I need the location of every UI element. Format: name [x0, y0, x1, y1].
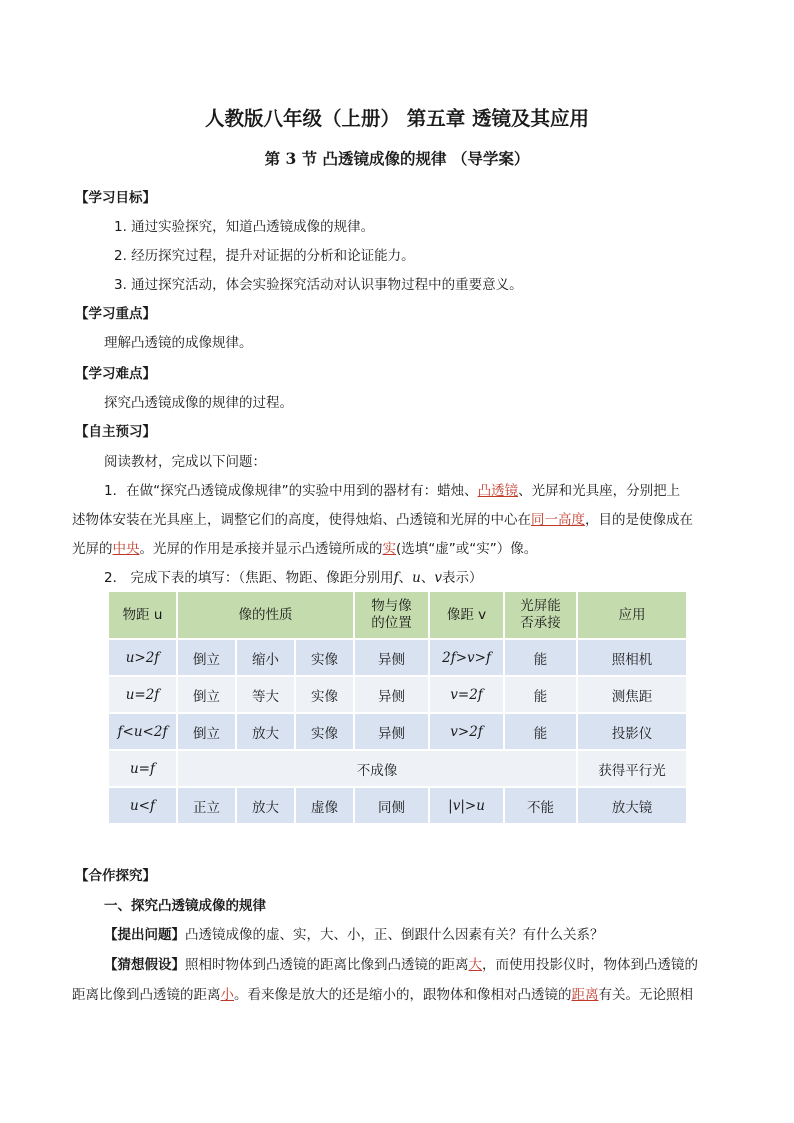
table-cell: 不能 [504, 787, 577, 824]
answer-blank: 距离 [571, 987, 599, 1003]
table-cell: 测焦距 [577, 676, 687, 713]
table-cell: 投影仪 [577, 713, 687, 750]
table-row [108, 639, 687, 676]
question-1-line-3: 光屏的中央。光屏的作用是承接并显示凸透镜所成的实(选填“虚”或“实”）像。 [72, 541, 538, 557]
header-application: 应用 [577, 591, 687, 639]
answer-blank: 大 [468, 957, 482, 973]
table-row [108, 676, 687, 713]
table-cell: 照相机 [577, 639, 687, 676]
difficulty-heading: 【学习难点】 [75, 366, 156, 382]
answer-blank: 同一高度 [531, 512, 585, 528]
table-cell: 异侧 [354, 713, 429, 750]
pose-question: 【提出问题】凸透镜成像的虚、实，大、小，正、倒跟什么因素有关？有什么关系？ [104, 927, 604, 943]
table-cell: 能 [504, 713, 577, 750]
table-cell: 放大 [236, 713, 295, 750]
goals-heading: 【学习目标】 [75, 190, 156, 206]
table-cell: 异侧 [354, 639, 429, 676]
header-image-distance: 像距 v [429, 591, 504, 639]
table-cell: 实像 [295, 639, 354, 676]
table-cell: u<f [108, 787, 177, 824]
table-cell: 不成像 [177, 750, 577, 787]
table-cell: 实像 [295, 713, 354, 750]
table-cell: f<u<2f [108, 713, 177, 750]
table-cell: u>2f [108, 639, 177, 676]
preview-intro: 阅读教材，完成以下问题： [104, 454, 266, 470]
answer-blank: 凸透镜 [477, 483, 519, 499]
table-cell: 能 [504, 639, 577, 676]
hypothesis-line-1: 【猜想假设】照相时物体到凸透镜的距离比像到凸透镜的距离大，而使用投影仪时，物体到凸透镜的 [104, 957, 698, 973]
table-cell: 倒立 [177, 676, 236, 713]
key-point-text: 理解凸透镜的成像规律。 [104, 335, 253, 351]
hypothesis-line-2: 距离比像到凸透镜的距离小。看来像是放大的还是缩小的，跟物体和像相对凸透镜的距离有关。无论照相 [72, 987, 693, 1003]
table-row [108, 787, 687, 824]
question-1-line-1: 1．在做“探究凸透镜成像规律”的实验中用到的器材有：蜡烛、凸透镜、光屏和光具座，分别把上 [104, 483, 681, 499]
table-cell: 异侧 [354, 676, 429, 713]
table-cell: 能 [504, 676, 577, 713]
table-cell: 等大 [236, 676, 295, 713]
table-cell: 倒立 [177, 713, 236, 750]
question-2: 2． 完成下表的填写：（焦距、物距、像距分别用f、u、v表示） [104, 570, 483, 586]
preview-heading: 【自主预习】 [75, 424, 156, 440]
explore-heading: 【合作探究】 [75, 868, 156, 884]
table-cell: v>2f [429, 713, 504, 750]
table-cell: 缩小 [236, 639, 295, 676]
header-screen: 光屏能否承接 [504, 591, 577, 639]
question-1-line-2: 述物体安装在光具座上，调整它们的高度，使得烛焰、凸透镜和光屏的中心在同一高度，目的是使像成在 [72, 512, 693, 528]
lens-imaging-table [107, 590, 688, 825]
table-cell: 2f>v>f [429, 639, 504, 676]
table-cell: |v|>u [429, 787, 504, 824]
page-title: 人教版八年级（上册） 第五章 透镜及其应用 [204, 107, 590, 130]
table-row [108, 713, 687, 750]
explore-subheading: 一、探究凸透镜成像的规律 [104, 898, 266, 914]
table-cell: 倒立 [177, 639, 236, 676]
answer-blank: 小 [220, 987, 234, 1003]
goal-item: 2. 经历探究过程，提升对证据的分析和论证能力。 [114, 248, 415, 264]
table-cell: 放大镜 [577, 787, 687, 824]
table-header-row [108, 591, 687, 639]
table-cell: 虚像 [295, 787, 354, 824]
goal-item: 1. 通过实验探究，知道凸透镜成像的规律。 [114, 219, 375, 235]
table-cell: 正立 [177, 787, 236, 824]
table-cell: u=f [108, 750, 177, 787]
header-position: 物与像的位置 [354, 591, 429, 639]
table-cell: v=2f [429, 676, 504, 713]
goal-item: 3. 通过探究活动，体会实验探究活动对认识事物过程中的重要意义。 [114, 277, 523, 293]
table-cell: 实像 [295, 676, 354, 713]
answer-blank: 中央 [112, 541, 140, 557]
answer-blank: 实 [382, 541, 396, 557]
page-subtitle: 第 3 节 凸透镜成像的规律 （导学案） [264, 149, 530, 168]
difficulty-text: 探究凸透镜成像的规律的过程。 [104, 395, 293, 411]
table-cell: 同侧 [354, 787, 429, 824]
key-point-heading: 【学习重点】 [75, 306, 156, 322]
header-image-properties: 像的性质 [177, 591, 354, 639]
table-row [108, 750, 687, 787]
table-cell: 获得平行光 [577, 750, 687, 787]
header-object-distance: 物距 u [108, 591, 177, 639]
table-cell: u=2f [108, 676, 177, 713]
table-cell: 放大 [236, 787, 295, 824]
